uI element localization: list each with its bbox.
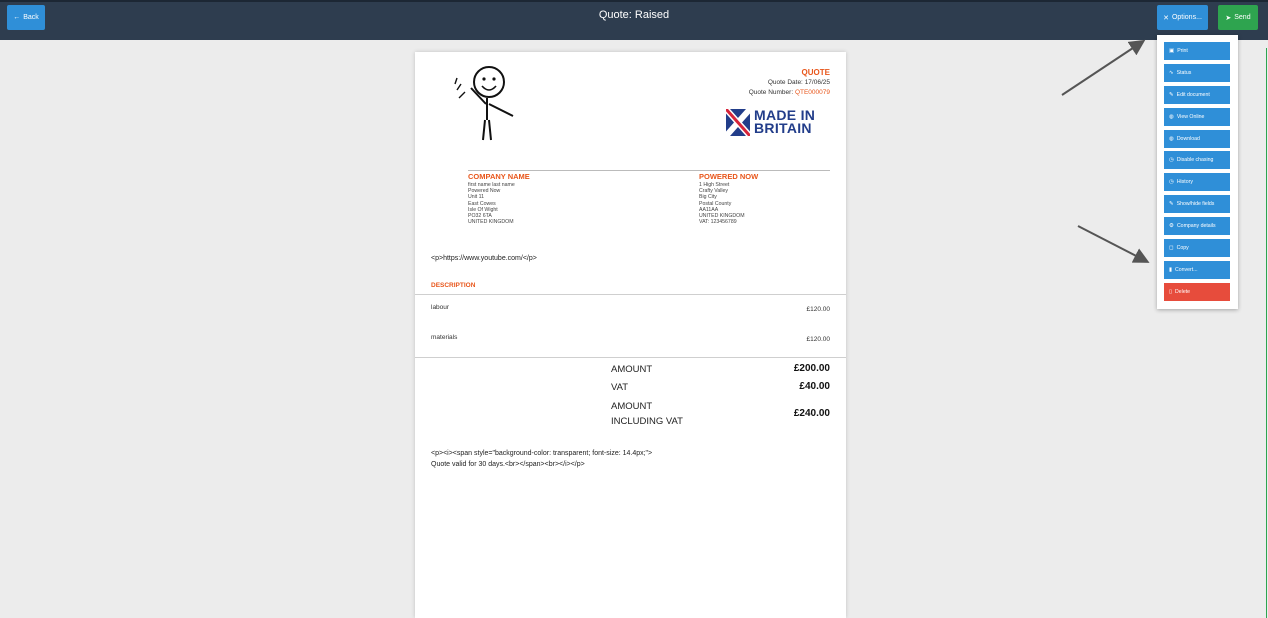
address-line: first name last name [468, 182, 515, 188]
address-line: UNITED KINGDOM [468, 219, 514, 226]
quote-date-value: 17/06/25 [804, 79, 830, 86]
address-line: Postal County [699, 200, 732, 207]
made-in-britain-badge [726, 109, 830, 137]
badge-line-2: BRITAIN [754, 120, 812, 136]
quote-number-value: QTE000079 [794, 89, 830, 96]
trash-icon: ▯ [1169, 289, 1173, 295]
total-label [611, 399, 683, 429]
file-icon: ▮ [1169, 267, 1173, 273]
address-line: AA11AA [699, 206, 719, 213]
line-item-description: materials [431, 334, 458, 341]
quote-document [415, 52, 846, 618]
supplier-name: POWERED NOW [699, 172, 759, 181]
menu-item-label: View Online [1176, 114, 1205, 120]
globe-icon: ◍ [1169, 114, 1174, 120]
arrow-left-icon: ← [13, 14, 21, 21]
company-logo [451, 64, 521, 144]
menu-item-convert[interactable] [1164, 261, 1230, 279]
footer-note [431, 448, 652, 470]
page-title: Quote: Raised [598, 9, 670, 21]
menu-item-delete[interactable] [1164, 283, 1230, 301]
copy-icon: ◻ [1169, 245, 1174, 251]
back-button-label: Back [23, 14, 39, 21]
total-value: £240.00 [793, 408, 830, 419]
send-button-label: Send [1234, 14, 1251, 21]
vat-value: £40.00 [799, 381, 830, 392]
footer-note-line-2: Quote valid for 30 days.<br></span><br></i></p> [431, 461, 585, 468]
menu-item-label: History [1176, 179, 1193, 185]
history-icon: ◷ [1169, 179, 1174, 185]
address-line: VAT: 123456789 [699, 219, 737, 226]
union-flag-icon [726, 109, 750, 136]
menu-item-disable-chasing[interactable] [1164, 151, 1230, 169]
annotation-arrows [1050, 36, 1160, 276]
pencil-icon: ✎ [1169, 201, 1174, 207]
menu-item-label: Download [1176, 136, 1200, 142]
menu-item-label: Status [1176, 70, 1192, 76]
menu-item-label: Delete [1175, 289, 1191, 295]
pencil-icon: ✎ [1169, 92, 1174, 98]
vat-label: VAT [611, 382, 629, 393]
quote-title: QUOTE [801, 68, 830, 77]
menu-item-edit-document[interactable] [1164, 86, 1230, 104]
menu-item-show-hide-fields[interactable] [1164, 195, 1230, 213]
quote-number-label: Quote Number: [748, 89, 794, 96]
arrow-icon [1078, 226, 1146, 261]
clock-icon: ◷ [1169, 157, 1174, 163]
menu-item-view-online[interactable] [1164, 108, 1230, 126]
address-line: Unit 11 [468, 194, 485, 201]
options-button[interactable] [1157, 5, 1208, 30]
company-address [468, 182, 515, 225]
send-button[interactable] [1218, 5, 1258, 30]
amount-value: £200.00 [793, 363, 830, 374]
menu-item-label: Copy [1176, 245, 1189, 251]
quote-date [768, 79, 830, 86]
address-line: Powered Now [468, 188, 501, 195]
line-item-price: £120.00 [806, 306, 830, 313]
divider [415, 357, 846, 358]
address-line: Big City [699, 194, 717, 201]
menu-item-download[interactable] [1164, 130, 1230, 148]
menu-item-label: Print [1177, 48, 1188, 54]
print-icon: ▣ [1169, 48, 1175, 54]
address-line: PO32 6TA [468, 213, 492, 220]
download-icon: ◍ [1169, 136, 1174, 142]
badge-line-1: MADE IN [754, 107, 816, 123]
menu-item-label: Convert... [1175, 267, 1198, 273]
total-label-line-2: INCLUDING VAT [611, 416, 683, 427]
menu-item-history[interactable] [1164, 173, 1230, 191]
quote-date-label: Quote Date: [767, 79, 803, 86]
menu-item-status[interactable] [1164, 64, 1230, 82]
supplier-address [699, 182, 745, 225]
address-line: East Cowes [468, 200, 496, 207]
address-line: 1 High Street [699, 182, 730, 188]
status-icon: ∿ [1169, 70, 1174, 76]
company-name: COMPANY NAME [468, 172, 530, 181]
options-menu [1157, 35, 1238, 309]
arrow-icon [1062, 42, 1142, 95]
divider [468, 170, 830, 171]
total-label-line-1: AMOUNT [611, 401, 653, 412]
menu-item-label: Edit document [1176, 92, 1210, 98]
menu-item-label: Show/hide fields [1176, 201, 1215, 207]
badge-text [754, 109, 815, 135]
top-bar [0, 0, 1268, 40]
scroll-edge [1266, 48, 1267, 618]
menu-item-company-details[interactable] [1164, 217, 1230, 235]
amount-label: AMOUNT [611, 364, 653, 375]
quote-number [749, 89, 830, 96]
menu-item-label: Company details [1176, 223, 1216, 229]
options-button-label: Options... [1171, 14, 1202, 21]
menu-item-copy[interactable] [1164, 239, 1230, 257]
address-line: UNITED KINGDOM [699, 213, 745, 220]
gear-icon: ⚙ [1169, 223, 1174, 229]
menu-item-label: Disable chasing [1176, 157, 1214, 163]
line-item-description: labour [431, 304, 450, 311]
divider [415, 294, 846, 295]
address-line: Crafty Valley [699, 188, 729, 195]
close-icon: ✕ [1163, 14, 1169, 22]
line-item-price: £120.00 [806, 336, 830, 343]
description-header: DESCRIPTION [431, 282, 476, 289]
intro-note: <p>https://www.youtube.com/</p> [431, 255, 537, 262]
address-line: Isle Of Wight [468, 206, 498, 213]
paper-plane-icon: ➤ [1225, 14, 1232, 22]
footer-note-line-1: <p><i><span style="background-color: transparent; font-size: 14.4px;"> [431, 450, 653, 457]
menu-item-print[interactable] [1164, 42, 1230, 60]
